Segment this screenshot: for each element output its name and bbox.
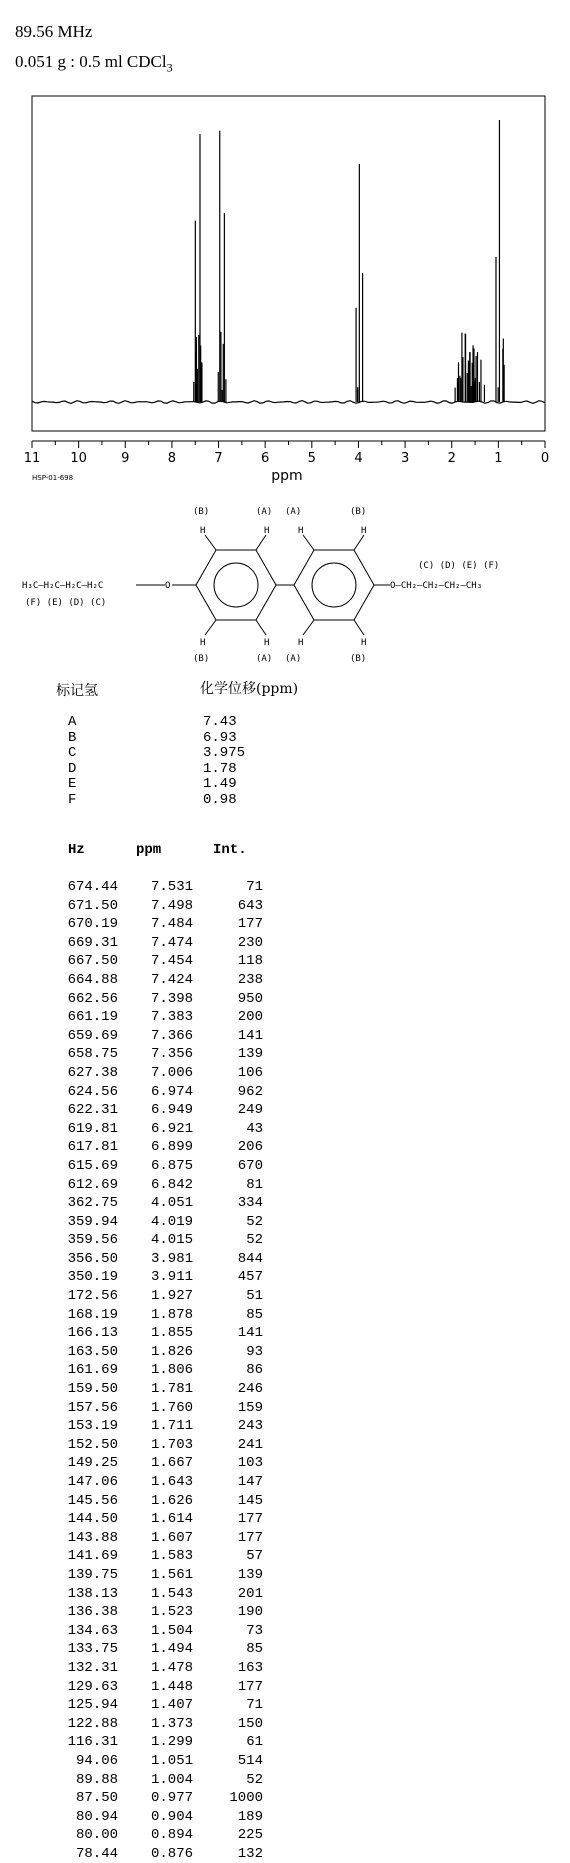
int-cell: 241 (237, 1436, 263, 1453)
int-cell: 145 (237, 1492, 263, 1509)
table-row (60, 1585, 263, 1604)
h-top-3: H (298, 526, 304, 536)
hz-cell: 359.94 (67, 1213, 118, 1230)
x-tick-label: 1 (494, 451, 503, 466)
h-bond-4b (354, 620, 364, 635)
x-tick-label: 4 (354, 451, 363, 466)
ppm-cell: 1.407 (150, 1697, 193, 1714)
ppm-cell: 0.876 (150, 1845, 193, 1862)
int-cell: 1000 (229, 1790, 263, 1807)
table-row (60, 1138, 263, 1157)
int-cell: 132 (237, 1845, 263, 1862)
ppm-cell: 6.842 (150, 1176, 193, 1193)
int-cell: 206 (237, 1139, 263, 1156)
hz-cell: 143.88 (67, 1529, 118, 1546)
x-tick-label: 2 (447, 451, 456, 466)
table-row (60, 1845, 263, 1863)
hz-cell: 145.56 (67, 1492, 118, 1509)
int-cell: 51 (246, 1288, 263, 1305)
x-tick-label: 6 (261, 451, 270, 466)
int-cell: 118 (237, 953, 263, 970)
label-top-4: (B) (350, 507, 367, 517)
hz-cell: 659.69 (67, 1027, 118, 1044)
h-bond-2b (256, 620, 266, 635)
hz-cell: 122.88 (67, 1715, 118, 1732)
hz-cell: 134.63 (67, 1622, 118, 1639)
ppm-cell: 7.424 (150, 971, 193, 988)
hz-cell: 356.50 (67, 1250, 118, 1267)
spectrum-peaks (194, 120, 504, 402)
int-cell: 103 (237, 1455, 263, 1472)
hz-cell: 669.31 (67, 934, 118, 951)
assignment-shift: 7.43 (203, 714, 237, 730)
int-cell: 238 (237, 971, 263, 988)
assign-header-shift: 化学位移(ppm) (200, 681, 299, 697)
int-cell: 201 (237, 1585, 263, 1602)
hz-cell: 674.44 (67, 879, 118, 895)
table-row (60, 1492, 263, 1511)
table-row (60, 1640, 263, 1659)
table-row (60, 1287, 263, 1306)
ppm-cell: 1.299 (150, 1734, 193, 1751)
hz-cell: 615.69 (67, 1157, 118, 1174)
ppm-cell: 7.484 (150, 916, 193, 933)
ppm-cell: 6.921 (150, 1120, 193, 1137)
hz-cell: 619.81 (67, 1120, 118, 1137)
int-cell: 73 (246, 1622, 263, 1639)
int-cell: 52 (246, 1213, 263, 1230)
table-row (60, 1176, 263, 1195)
hz-cell: 87.50 (75, 1790, 118, 1807)
ppm-cell: 1.523 (150, 1604, 193, 1621)
hz-cell: 658.75 (67, 1046, 118, 1063)
int-cell: 81 (246, 1176, 263, 1193)
table-row (60, 1603, 263, 1622)
ppm-cell: 1.703 (150, 1436, 193, 1453)
table-row (60, 1306, 263, 1325)
x-axis-ticks (24, 441, 549, 466)
x-tick-label: 9 (121, 451, 130, 466)
table-row (60, 1529, 263, 1548)
hz-cell: 670.19 (67, 916, 118, 933)
hz-cell: 166.13 (67, 1325, 118, 1342)
ppm-cell: 1.760 (150, 1399, 193, 1416)
hz-cell: 152.50 (67, 1436, 118, 1453)
ppm-cell: 7.006 (150, 1064, 193, 1081)
hz-cell: 80.94 (75, 1808, 118, 1825)
h-top-4: H (361, 526, 367, 536)
right-chain-labels: (C) (D) (E) (F) (418, 561, 500, 571)
int-cell: 85 (246, 1641, 263, 1658)
table-row (60, 1399, 263, 1418)
header-int: Int. (213, 842, 247, 858)
table-row (60, 1045, 263, 1064)
left-chain-formula: H₃C—H₂C—H₂C—H₂C (22, 581, 104, 591)
assignment-label: E (68, 776, 77, 793)
int-cell: 844 (237, 1250, 263, 1267)
hz-cell: 362.75 (67, 1195, 118, 1212)
int-cell: 52 (246, 1771, 263, 1788)
int-cell: 670 (237, 1157, 263, 1174)
table-row (60, 1436, 263, 1455)
int-cell: 249 (237, 1102, 263, 1119)
table-row (60, 1659, 263, 1678)
int-cell: 139 (237, 1566, 263, 1583)
table-row (60, 1622, 263, 1641)
table-row (60, 1547, 263, 1566)
assignment-shift: 3.975 (203, 745, 246, 762)
h-bottom-2: H (264, 638, 270, 648)
hz-cell: 627.38 (67, 1064, 118, 1081)
ppm-cell: 6.974 (150, 1083, 193, 1100)
ppm-cell: 7.356 (150, 1046, 193, 1063)
int-cell: 86 (246, 1362, 263, 1379)
hz-cell: 139.75 (67, 1566, 118, 1583)
assignment-shift: 0.98 (203, 791, 237, 808)
table-row (60, 1808, 263, 1827)
int-cell: 243 (237, 1418, 263, 1435)
label-bottom-1: (B) (193, 654, 210, 664)
left-chain-labels: (F) (E) (D) (C) (25, 598, 107, 608)
x-tick-label: 5 (307, 451, 316, 466)
x-tick-label: 11 (23, 451, 41, 466)
x-tick-label: 8 (167, 451, 177, 466)
table-row (60, 1696, 263, 1715)
ppm-cell: 7.531 (150, 879, 193, 895)
int-cell: 61 (246, 1734, 263, 1751)
h-top-2: H (264, 526, 270, 536)
ppm-cell: 4.051 (150, 1195, 193, 1212)
ppm-cell: 1.004 (150, 1771, 193, 1788)
int-cell: 52 (246, 1232, 263, 1249)
int-cell: 950 (237, 990, 263, 1007)
assignment-shift: 6.93 (203, 729, 237, 746)
int-cell: 246 (237, 1381, 263, 1398)
table-row (60, 1194, 263, 1213)
ppm-cell: 7.454 (150, 953, 193, 970)
int-cell: 334 (237, 1195, 263, 1212)
table-row (60, 1157, 263, 1176)
h-bottom-1: H (200, 638, 206, 648)
assignment-shift: 1.78 (203, 760, 237, 777)
hz-cell: 153.19 (67, 1418, 118, 1435)
ppm-cell: 1.543 (150, 1585, 193, 1602)
int-cell: 177 (237, 1678, 263, 1695)
table-row (60, 1454, 263, 1473)
int-cell: 177 (237, 916, 263, 933)
assignment-label: C (68, 745, 77, 762)
x-tick-label: 0 (540, 451, 550, 466)
table-row (60, 1083, 263, 1102)
ppm-cell: 1.478 (150, 1659, 193, 1676)
table-row (60, 1752, 263, 1771)
int-cell: 190 (237, 1604, 263, 1621)
ppm-cell: 6.899 (150, 1139, 193, 1156)
ppm-cell: 7.366 (150, 1027, 193, 1044)
structure-diagram (22, 507, 499, 664)
table-row (60, 1213, 263, 1232)
int-cell: 85 (246, 1306, 263, 1323)
ppm-cell: 1.607 (150, 1529, 193, 1546)
h-bond-2t (256, 535, 266, 550)
ppm-cell: 1.667 (150, 1455, 193, 1472)
int-cell: 177 (237, 1529, 263, 1546)
ppm-cell: 1.373 (150, 1715, 193, 1732)
ppm-cell: 7.498 (150, 897, 193, 914)
int-cell: 71 (246, 1697, 263, 1714)
hz-cell: 94.06 (75, 1752, 118, 1769)
ppm-cell: 7.474 (150, 934, 193, 951)
int-cell: 106 (237, 1064, 263, 1081)
table-row (60, 1789, 263, 1808)
label-top-1: (B) (193, 507, 210, 517)
x-tick-label: 3 (400, 451, 410, 466)
hz-cell: 671.50 (67, 897, 118, 914)
table-row (60, 1324, 263, 1343)
table-row (60, 1417, 263, 1436)
table-row (60, 1733, 263, 1752)
hz-cell: 133.75 (67, 1641, 118, 1658)
ppm-cell: 7.398 (150, 990, 193, 1007)
hz-cell: 116.31 (67, 1734, 118, 1751)
h-bond-1t (205, 535, 216, 550)
label-top-3: (A) (285, 507, 302, 517)
hz-cell: 617.81 (67, 1139, 118, 1156)
ppm-cell: 7.383 (150, 1009, 193, 1026)
ppm-cell: 1.051 (150, 1752, 193, 1769)
hz-cell: 172.56 (67, 1288, 118, 1305)
hz-cell: 136.38 (67, 1604, 118, 1621)
ppm-cell: 0.894 (150, 1827, 193, 1844)
assignment-shift: 1.49 (203, 776, 237, 793)
ppm-cell: 1.855 (150, 1325, 193, 1342)
hz-cell: 624.56 (67, 1083, 118, 1100)
table-row (60, 952, 263, 971)
hz-cell: 168.19 (67, 1306, 118, 1323)
ppm-cell: 1.826 (150, 1343, 193, 1360)
ppm-cell: 4.015 (150, 1232, 193, 1249)
hz-cell: 662.56 (67, 990, 118, 1007)
int-cell: 962 (237, 1083, 263, 1100)
sample-text: 0.051 g : 0.5 ml CDCl (15, 52, 167, 71)
hz-cell: 144.50 (67, 1511, 118, 1528)
ppm-cell: 1.806 (150, 1362, 193, 1379)
ppm-cell: 0.977 (150, 1790, 193, 1807)
peak-table (60, 878, 263, 1863)
hz-cell: 664.88 (67, 971, 118, 988)
table-row (60, 1064, 263, 1083)
int-cell: 71 (246, 879, 263, 895)
hz-cell: 161.69 (67, 1362, 118, 1379)
sample-subscript: 3 (166, 60, 173, 75)
ring-left-aromatic (214, 563, 258, 607)
ppm-cell: 6.875 (150, 1157, 193, 1174)
h-bottom-3: H (298, 638, 304, 648)
int-cell: 150 (237, 1715, 263, 1732)
assign-header-label: 标记氢 (56, 683, 98, 699)
hz-cell: 661.19 (67, 1009, 118, 1026)
hz-cell: 132.31 (67, 1659, 118, 1676)
hz-cell: 78.44 (75, 1845, 118, 1862)
hz-cell: 157.56 (67, 1399, 118, 1416)
table-row (60, 934, 263, 953)
right-chain-formula: O—CH₂—CH₂—CH₂—CH₃ (390, 581, 483, 591)
hz-cell: 163.50 (67, 1343, 118, 1360)
table-row (60, 1268, 263, 1287)
ppm-cell: 1.494 (150, 1641, 193, 1658)
ppm-cell: 1.561 (150, 1566, 193, 1583)
int-cell: 177 (237, 1511, 263, 1528)
table-row (60, 1473, 263, 1492)
table-row (60, 1678, 263, 1697)
header-hz: Hz (68, 842, 85, 858)
ppm-cell: 1.504 (150, 1622, 193, 1639)
ppm-cell: 1.711 (150, 1418, 193, 1435)
table-row (60, 1120, 263, 1139)
table-row (60, 1566, 263, 1585)
hz-cell: 159.50 (67, 1381, 118, 1398)
hz-cell: 147.06 (67, 1474, 118, 1490)
int-cell: 189 (237, 1808, 263, 1825)
int-cell: 159 (237, 1399, 263, 1416)
ppm-cell: 3.911 (150, 1269, 193, 1286)
int-cell: 514 (237, 1752, 263, 1769)
ppm-cell: 1.626 (150, 1492, 193, 1509)
int-cell: 457 (237, 1269, 263, 1286)
table-row (60, 878, 263, 897)
ppm-cell: 1.927 (150, 1288, 193, 1305)
int-cell: 225 (237, 1827, 263, 1844)
table-row (60, 1101, 263, 1120)
x-axis-label: ppm (271, 468, 303, 484)
hz-cell: 350.19 (67, 1269, 118, 1286)
table-row (60, 990, 263, 1009)
ppm-cell: 6.949 (150, 1102, 193, 1119)
int-cell: 163 (237, 1659, 263, 1676)
x-tick-label: 10 (70, 451, 87, 466)
hz-cell: 667.50 (67, 953, 118, 970)
int-cell: 147 (237, 1474, 263, 1490)
header-ppm: ppm (136, 842, 162, 858)
left-oxygen: O (165, 581, 171, 591)
h-bond-3t (303, 535, 314, 550)
table-row (60, 1826, 263, 1845)
hz-cell: 149.25 (67, 1455, 118, 1472)
ppm-cell: 4.019 (150, 1213, 193, 1230)
int-cell: 139 (237, 1046, 263, 1063)
ppm-cell: 1.448 (150, 1678, 193, 1695)
table-row (60, 1510, 263, 1529)
frequency-label: 89.56 MHz (15, 22, 93, 41)
hz-cell: 359.56 (67, 1232, 118, 1249)
int-cell: 57 (246, 1548, 263, 1565)
ppm-cell: 1.781 (150, 1381, 193, 1398)
table-row (60, 1027, 263, 1046)
hz-cell: 138.13 (67, 1585, 118, 1602)
ppm-cell: 3.981 (150, 1250, 193, 1267)
hz-cell: 129.63 (67, 1678, 118, 1695)
assignment-label: D (68, 760, 77, 777)
table-row (60, 1380, 263, 1399)
hz-cell: 612.69 (67, 1176, 118, 1193)
table-row (60, 971, 263, 990)
assignment-label: A (68, 714, 77, 730)
int-cell: 643 (237, 897, 263, 914)
table-row (60, 1715, 263, 1734)
table-row (60, 1771, 263, 1790)
int-cell: 141 (237, 1325, 263, 1342)
int-cell: 93 (246, 1343, 263, 1360)
spectrum-code: HSP-01-698 (32, 474, 74, 482)
ppm-cell: 1.643 (150, 1474, 193, 1490)
ppm-cell: 1.614 (150, 1511, 193, 1528)
table-row (60, 897, 263, 916)
ppm-cell: 1.878 (150, 1306, 193, 1323)
table-row (60, 1343, 263, 1362)
table-row (60, 1250, 263, 1269)
hz-cell: 141.69 (67, 1548, 118, 1565)
int-cell: 230 (237, 934, 263, 951)
int-cell: 141 (237, 1027, 263, 1044)
x-tick-label: 7 (214, 451, 223, 466)
int-cell: 200 (237, 1009, 263, 1026)
label-bottom-2: (A) (256, 654, 273, 664)
hz-cell: 89.88 (75, 1771, 118, 1788)
label-bottom-4: (B) (350, 654, 367, 664)
ppm-cell: 0.904 (150, 1808, 193, 1825)
table-row (60, 915, 263, 934)
label-bottom-3: (A) (285, 654, 302, 664)
ring-right (294, 550, 374, 620)
h-bond-1b (205, 620, 216, 635)
hz-cell: 125.94 (67, 1697, 118, 1714)
h-bond-4t (354, 535, 364, 550)
h-bond-3b (303, 620, 314, 635)
table-row (60, 1361, 263, 1380)
ring-right-aromatic (312, 563, 356, 607)
ring-left (196, 550, 276, 620)
assignment-label: B (68, 729, 77, 746)
label-top-2: (A) (256, 507, 273, 517)
assignment-label: F (68, 791, 77, 808)
int-cell: 43 (246, 1120, 263, 1137)
ppm-cell: 1.583 (150, 1548, 193, 1565)
table-row (60, 1008, 263, 1027)
h-top-1: H (200, 526, 206, 536)
hz-cell: 622.31 (67, 1102, 118, 1119)
hz-cell: 80.00 (75, 1827, 118, 1844)
h-bottom-4: H (361, 638, 367, 648)
table-row (60, 1231, 263, 1250)
